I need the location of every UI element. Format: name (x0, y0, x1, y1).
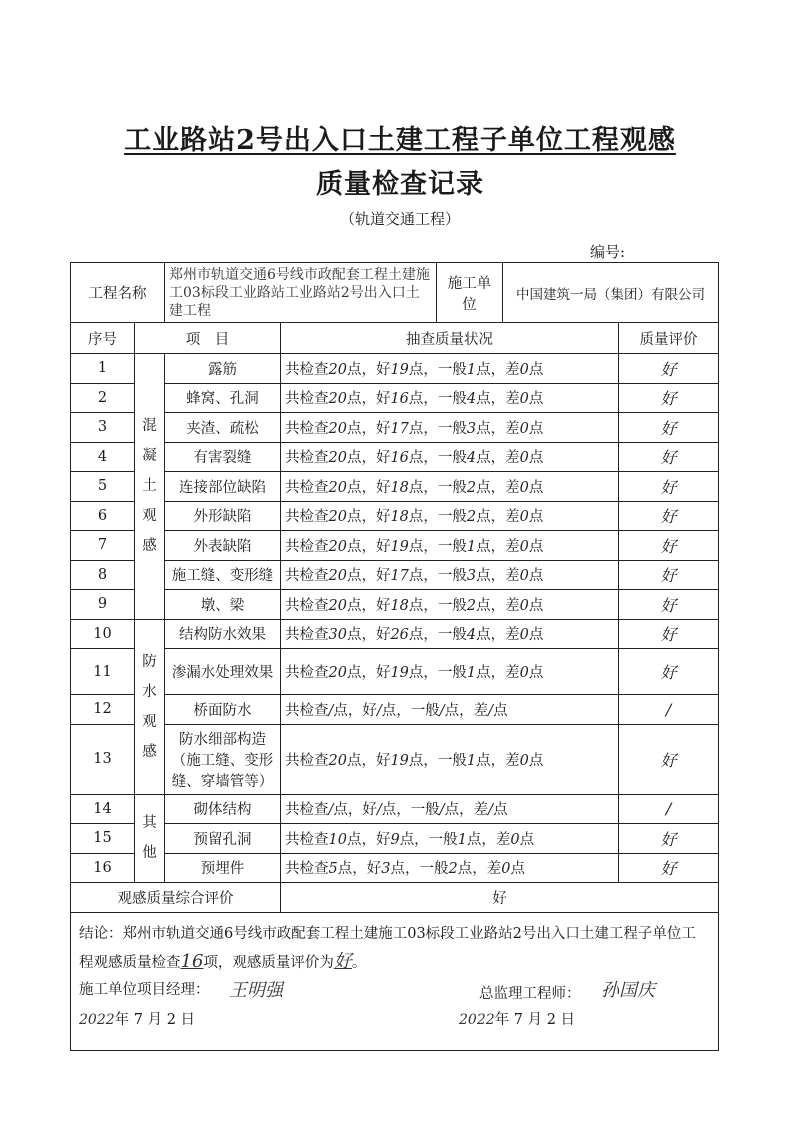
row-no: 7 (71, 531, 135, 561)
supervisor-signature: 孙国庆 (601, 979, 655, 1001)
row-eval: 好 (619, 853, 719, 883)
project-name: 郑州市轨道交通6号线市政配套工程土建施工03标段工业路站工业路站2号出入口土建工程 (165, 263, 437, 323)
col-item: 项 目 (135, 323, 281, 354)
row-eval: 好 (619, 824, 719, 854)
row-eval: 好 (619, 560, 719, 590)
row-eval: 好 (619, 649, 719, 695)
code-label: 编号: (590, 243, 626, 261)
table-row (71, 619, 719, 649)
table-row (71, 590, 719, 620)
row-check: 共检查10点，好9点，一般1点，差0点 (281, 824, 619, 854)
row-no: 2 (71, 383, 135, 413)
project-label: 工程名称 (71, 263, 165, 323)
row-item: 外形缺陷 (165, 501, 281, 531)
row-eval: 好 (619, 354, 719, 384)
row-check: 共检查20点，好19点，一般1点，差0点 (281, 531, 619, 561)
row-no: 5 (71, 472, 135, 502)
group-label: 其 他 (135, 794, 165, 883)
group-label: 防 水 观 感 (135, 619, 165, 794)
row-item: 渗漏水处理效果 (165, 649, 281, 695)
row-no: 11 (71, 649, 135, 695)
inspection-table (70, 262, 719, 1051)
row-eval: 好 (619, 619, 719, 649)
row-eval: 好 (619, 442, 719, 472)
row-check: 共检查20点，好19点，一般1点，差0点 (281, 354, 619, 384)
table-row (71, 724, 719, 794)
row-no: 8 (71, 560, 135, 590)
table-row (71, 354, 719, 384)
row-item: 夹渣、疏松 (165, 413, 281, 443)
row-check: 共检查30点，好26点，一般4点，差0点 (281, 619, 619, 649)
row-check: 共检查20点，好16点，一般4点，差0点 (281, 442, 619, 472)
conclusion-row (71, 912, 719, 1050)
col-no: 序号 (71, 323, 135, 354)
row-check: 共检查20点，好17点，一般3点，差0点 (281, 413, 619, 443)
column-header-row (71, 323, 719, 354)
table-row (71, 531, 719, 561)
supervisor-label: 总监理工程师： (479, 985, 581, 1002)
row-no: 3 (71, 413, 135, 443)
header-row (71, 263, 719, 323)
row-eval: 好 (619, 383, 719, 413)
table-row (71, 649, 719, 695)
group-label: 混 凝 土 观 感 (135, 354, 165, 620)
row-item: 桥面防水 (165, 695, 281, 725)
row-item: 预埋件 (165, 853, 281, 883)
table-row (71, 413, 719, 443)
row-check: 共检查20点，好17点，一般3点，差0点 (281, 560, 619, 590)
table-row (71, 383, 719, 413)
row-eval: 好 (619, 501, 719, 531)
row-item: 结构防水效果 (165, 619, 281, 649)
row-eval: 好 (619, 724, 719, 794)
row-item: 露筋 (165, 354, 281, 384)
row-eval: 好 (619, 413, 719, 443)
row-no: 15 (71, 824, 135, 854)
table-row (71, 824, 719, 854)
row-no: 16 (71, 853, 135, 883)
table-row (71, 560, 719, 590)
row-eval: 好 (619, 531, 719, 561)
conclusion: 结论：郑州市轨道交通6号线市政配套工程土建施工03标段工业路站2号出入口土建工程子单位工程观感质量检查16项，观感质量评价为好。 施工单位项目经理： 王明强 总监理工程师： 孙国庆 2022年 7 月 2 日 2022年 7 月 2 日 (71, 912, 719, 1050)
row-item: 蜂窝、孔洞 (165, 383, 281, 413)
row-item: 防水细部构造（施工缝、变形缝、穿墙管等） (165, 724, 281, 794)
row-no: 9 (71, 590, 135, 620)
row-check: 共检查5点，好3点，一般2点，差0点 (281, 853, 619, 883)
row-eval: 好 (619, 472, 719, 502)
subtitle: （轨道交通工程） (339, 210, 460, 228)
row-no: 10 (71, 619, 135, 649)
date-left: 2022年 7 月 2 日 (79, 1011, 196, 1028)
row-no: 14 (71, 794, 135, 824)
row-item: 连接部位缺陷 (165, 472, 281, 502)
row-item: 预留孔洞 (165, 824, 281, 854)
row-no: 4 (71, 442, 135, 472)
row-item: 外表缺陷 (165, 531, 281, 561)
page-title-line2: 质量检查记录 (316, 169, 484, 200)
row-eval: / (619, 695, 719, 725)
row-check: 共检查20点，好16点，一般4点，差0点 (281, 383, 619, 413)
pm-label: 施工单位项目经理： (79, 981, 210, 998)
row-check: 共检查/点，好/点，一般/点，差/点 (281, 794, 619, 824)
row-check: 共检查20点，好18点，一般2点，差0点 (281, 501, 619, 531)
row-no: 12 (71, 695, 135, 725)
row-no: 1 (71, 354, 135, 384)
table-row (71, 472, 719, 502)
row-check: 共检查/点，好/点，一般/点，差/点 (281, 695, 619, 725)
overall-value: 好 (281, 883, 719, 913)
col-eval: 质量评价 (619, 323, 719, 354)
unit-name: 中国建筑一局（集团）有限公司 (503, 263, 719, 323)
table-row (71, 501, 719, 531)
row-check: 共检查20点，好18点，一般2点，差0点 (281, 590, 619, 620)
table-row (71, 853, 719, 883)
row-item: 墩、梁 (165, 590, 281, 620)
row-eval: 好 (619, 590, 719, 620)
row-check: 共检查20点，好19点，一般1点，差0点 (281, 724, 619, 794)
table-row (71, 695, 719, 725)
row-no: 13 (71, 724, 135, 794)
row-item: 施工缝、变形缝 (165, 560, 281, 590)
table-row (71, 794, 719, 824)
row-no: 6 (71, 501, 135, 531)
row-item: 有害裂缝 (165, 442, 281, 472)
page-title: 工业路站2号出入口土建工程子单位工程观感 (124, 125, 676, 156)
unit-label: 施工单位 (437, 263, 503, 323)
overall-label: 观感质量综合评价 (71, 883, 281, 913)
date-right: 2022年 7 月 2 日 (459, 1011, 576, 1028)
col-status: 抽查质量状况 (281, 323, 619, 354)
row-item: 砌体结构 (165, 794, 281, 824)
row-eval: / (619, 794, 719, 824)
overall-row (71, 883, 719, 913)
row-check: 共检查20点，好18点，一般2点，差0点 (281, 472, 619, 502)
pm-signature: 王明强 (229, 979, 283, 1001)
table-row (71, 442, 719, 472)
row-check: 共检查20点，好19点，一般1点，差0点 (281, 649, 619, 695)
